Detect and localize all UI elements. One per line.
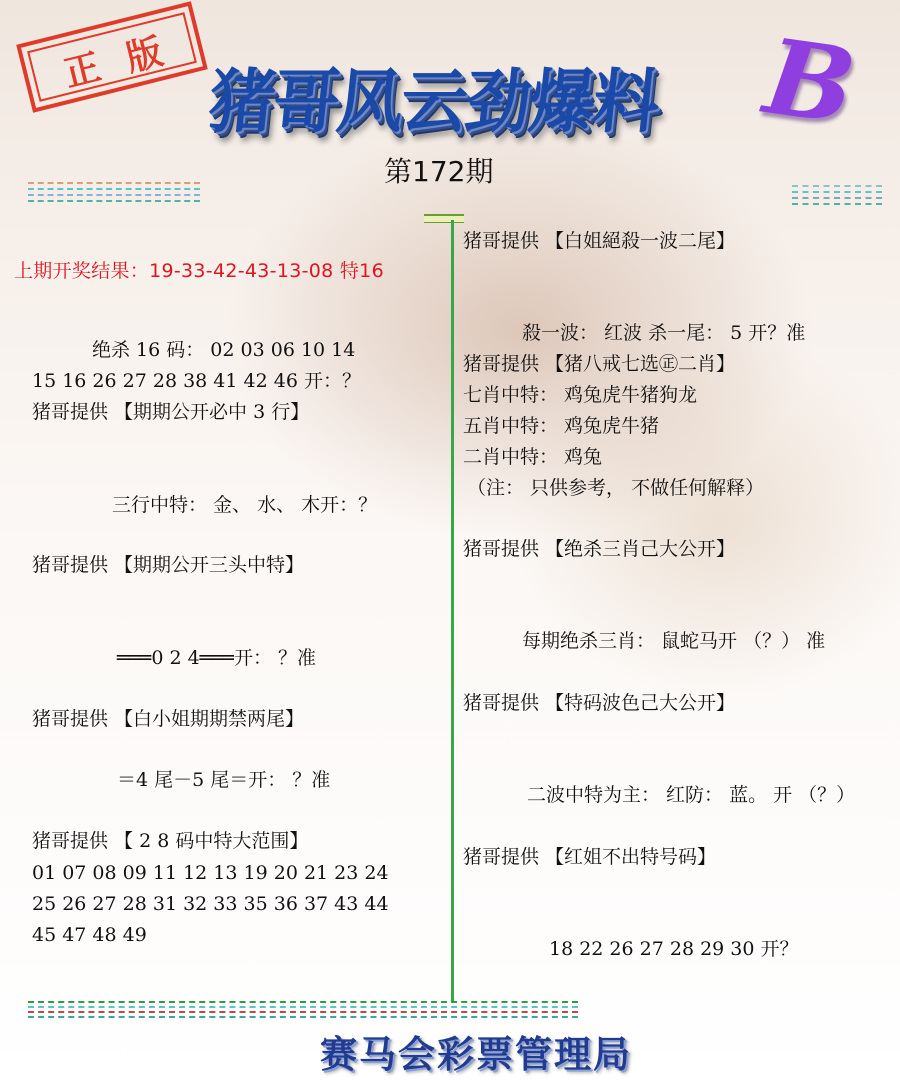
right-provider-line: 猪哥提供 【红姐不出特号码】 — [463, 846, 717, 868]
right-provider-line: 猪哥提供 【特码波色己大公开】 — [463, 692, 736, 714]
left-text-line: 绝杀 16 码： 02 03 06 10 14 — [92, 339, 356, 361]
decorative-stripe-left — [28, 180, 200, 204]
left-numbers-line: 25 26 27 28 31 32 33 35 36 37 43 44 — [32, 893, 389, 915]
left-text-line: ═══0 2 4═══开： ？准 — [117, 647, 317, 669]
column-divider — [451, 220, 454, 1002]
right-note-line: （注： 只供参考， 不做任何解释） — [467, 477, 765, 499]
decorative-stripe-footer — [28, 1000, 578, 1020]
right-text-line: 五肖中特： 鸡兔虎牛猪 — [463, 415, 660, 437]
left-provider-line: 猪哥提供 【白小姐期期禁两尾】 — [32, 708, 305, 730]
right-text-line: 二波中特为主： 红防： 蓝。 开 （？） — [527, 784, 856, 806]
authentic-stamp — [16, 1, 208, 112]
left-text-line: 三行中特： 金、 水、 木开：？ — [112, 494, 378, 516]
right-provider-line: 猪哥提供 【猪八戒七选㊣二肖】 — [463, 353, 736, 375]
right-provider-line: 猪哥提供 【白姐絕殺一波二尾】 — [463, 230, 736, 252]
right-provider-line: 猪哥提供 【绝杀三肖己大公开】 — [463, 538, 736, 560]
last-draw-result: 上期开奖结果：19-33-42-43-13-08 特16 — [14, 260, 384, 282]
left-numbers-line: 45 47 48 49 — [32, 924, 147, 946]
divider-cap — [424, 214, 464, 223]
footer-organization: 赛马会彩票管理局 — [320, 1033, 632, 1076]
left-provider-line: 猪哥提供 【 2 8 码中特大范围】 — [32, 830, 309, 852]
right-text-line: 殺一波： 红波 杀一尾： 5 开？准 — [522, 322, 806, 344]
left-text-line: ＝4 尾－5 尾＝开： ？准 — [117, 769, 331, 791]
left-text-line: 15 16 26 27 28 38 41 42 46 开：？ — [32, 370, 361, 392]
edition-badge: B — [757, 14, 863, 149]
right-text-line: 二肖中特： 鸡兔 — [463, 446, 603, 468]
decorative-stripe-right — [792, 183, 882, 207]
left-provider-line: 猪哥提供 【期期公开三头中特】 — [32, 554, 305, 576]
left-numbers-line: 01 07 08 09 11 12 13 19 20 21 23 24 — [32, 862, 389, 884]
right-text-line: 七肖中特： 鸡兔虎牛猪狗龙 — [463, 384, 698, 406]
left-provider-line: 猪哥提供 【期期公开必中 3 行】 — [32, 401, 310, 423]
right-numbers-line: 18 22 26 27 28 29 30 开？ — [549, 938, 799, 960]
right-text-line: 每期绝杀三肖： 鼠蛇马开 （？） 准 — [522, 630, 826, 652]
page-title: 猪哥风云劲爆料 — [205, 61, 662, 143]
issue-number: 第172期 — [384, 155, 494, 188]
stamp-text: 正版 — [60, 24, 195, 96]
